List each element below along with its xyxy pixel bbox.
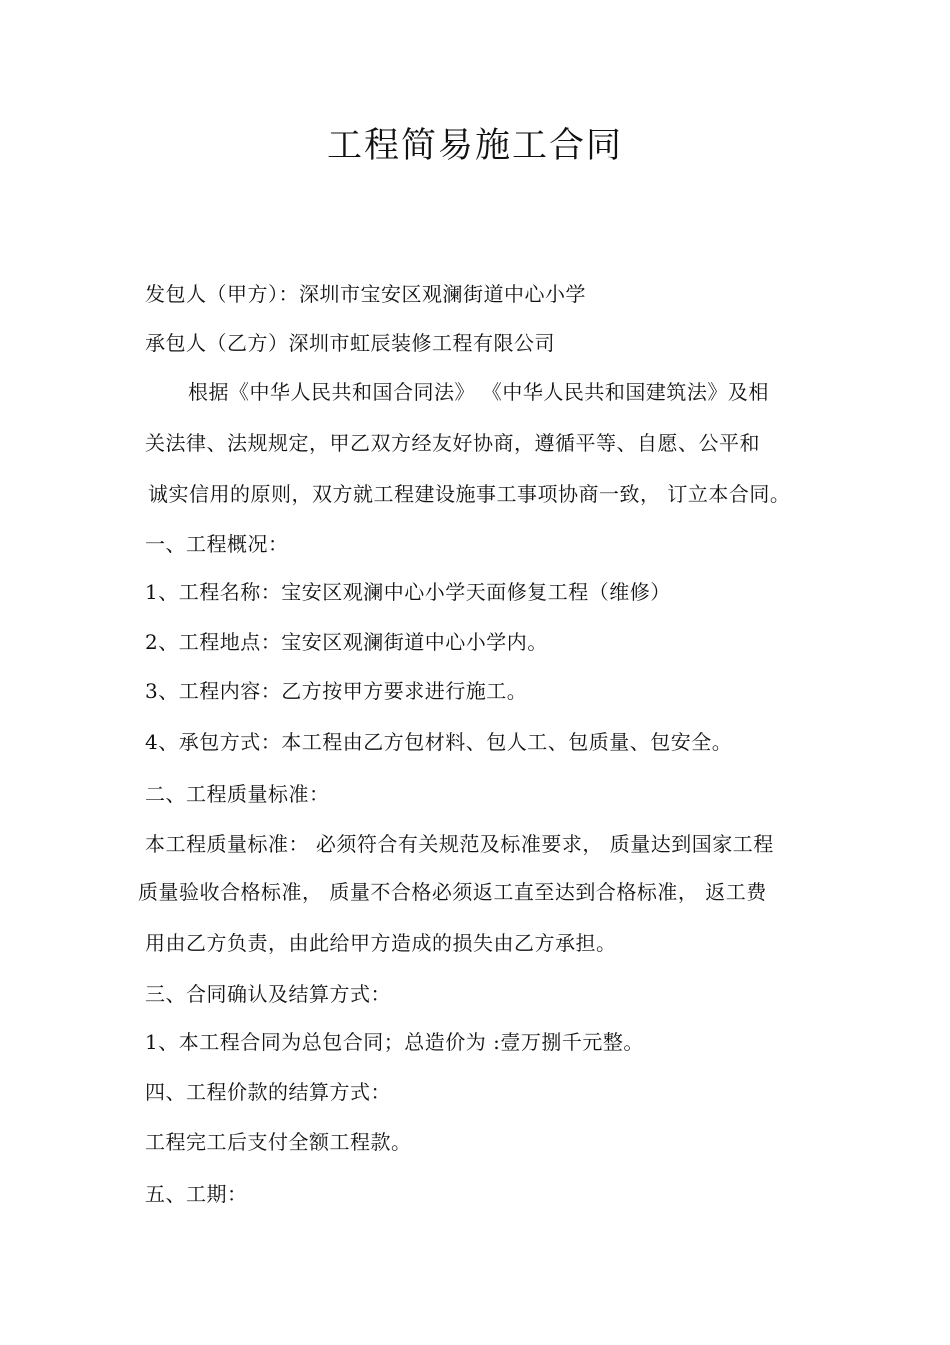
section-heading-quality: 二、工程质量标准：	[145, 782, 330, 806]
party-b-line: 承包人（乙方）深圳市虹辰装修工程有限公司	[145, 331, 555, 355]
section-heading-settlement: 三、合同确认及结算方式：	[145, 982, 391, 1006]
party-a-line: 发包人（甲方）：深圳市宝安区观澜街道中心小学	[145, 282, 586, 306]
section-heading-payment: 四、工程价款的结算方式：	[145, 1080, 391, 1104]
quality-line-2: 质量验收合格标准， 质量不合格必须返工直至达到合格标准， 返工费	[138, 880, 767, 904]
preamble-line-2: 关法律、法规规定，甲乙双方经友好协商，遵循平等、自愿、公平和	[145, 431, 760, 455]
payment-line: 工程完工后支付全额工程款。	[145, 1130, 412, 1154]
settlement-item-total: 1、本工程合同为总包合同；总造价为 :壹万捌千元整。	[145, 1030, 644, 1054]
overview-item-content: 3、工程内容：乙方按甲方要求进行施工。	[145, 679, 528, 703]
section-heading-schedule: 五、工期：	[145, 1182, 248, 1206]
overview-item-location: 2、工程地点：宝安区观澜街道中心小学内。	[145, 630, 548, 654]
preamble-line-3: 诚实信用的原则，双方就工程建设施事工事项协商一致， 订立本合同。	[148, 482, 791, 506]
section-heading-overview: 一、工程概况：	[145, 532, 289, 556]
overview-item-contract-mode: 4、承包方式：本工程由乙方包材料、包人工、包质量、包安全。	[145, 730, 733, 754]
preamble-line-1: 根据《中华人民共和国合同法》 《中华人民共和国建筑法》及相	[188, 380, 769, 404]
overview-item-name: 1、工程名称：宝安区观澜中心小学天面修复工程（维修）	[145, 580, 671, 604]
document-title: 工程简易施工合同	[326, 126, 623, 166]
quality-line-1: 本工程质量标准： 必须符合有关规范及标准要求， 质量达到国家工程	[145, 832, 774, 856]
quality-line-3: 用由乙方负责，由此给甲方造成的损失由乙方承担。	[145, 931, 617, 955]
